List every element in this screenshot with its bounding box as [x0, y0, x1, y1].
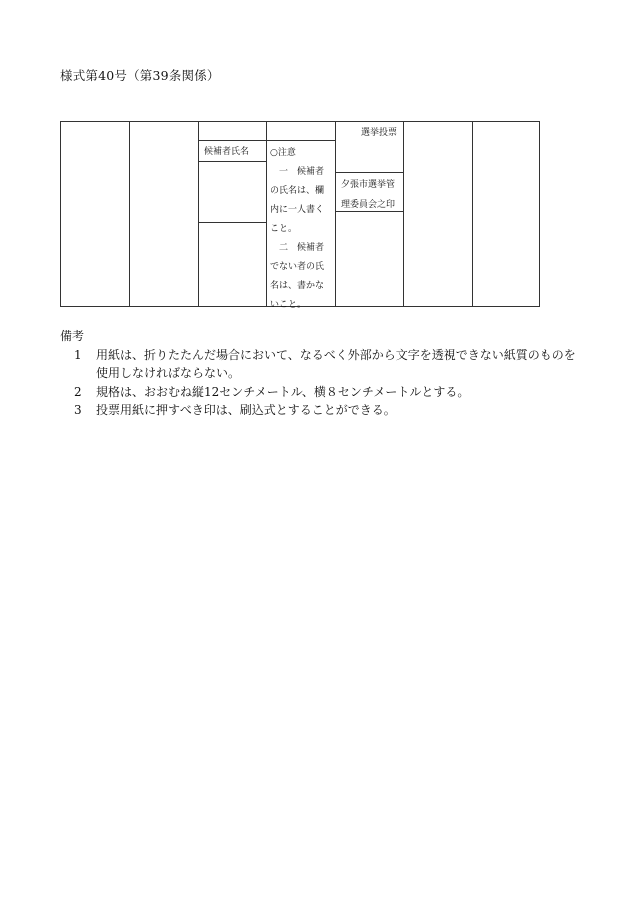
column-divider: [129, 122, 130, 306]
notes-line: 一 候補者: [270, 167, 325, 177]
notes-line: ○注意: [270, 148, 296, 158]
ballot-form-table: [60, 121, 540, 310]
notes-column: [266, 122, 335, 308]
remarks-item-number: 1: [74, 347, 82, 362]
vote-label: 選挙投票: [361, 128, 398, 138]
remarks-item-text: 規格は、おおむね縦12センチメートル、横８センチメートルとする。: [96, 384, 470, 399]
remarks-item: [60, 383, 580, 402]
row-divider: [198, 222, 266, 223]
remarks-section: [60, 327, 580, 420]
remarks-item: [60, 401, 580, 420]
election-column: [335, 122, 403, 308]
notes-line: 内に一人書く: [270, 205, 325, 215]
notes-line: こと。: [270, 224, 298, 234]
remarks-item-number: 2: [74, 384, 82, 399]
commission-seal-text: [341, 175, 395, 215]
notes-line: でない者の氏: [270, 262, 325, 272]
seal-line: 夕張市選挙管: [341, 180, 396, 190]
column-divider: [403, 122, 404, 306]
notes-line: 二 候補者: [270, 243, 325, 253]
notes-line: 名は、書かな: [270, 281, 325, 291]
notes-text: [270, 144, 332, 315]
remarks-item-text: 用紙は、折りたたんだ場合において、なるべく外部から文字を透視できない紙質のものを使用しなければならない。: [96, 347, 576, 380]
candidate-column: [198, 122, 266, 222]
seal-line: 理委員会之印: [341, 200, 396, 210]
remarks-item: [60, 346, 580, 383]
notes-line: いこと。: [270, 300, 307, 310]
remarks-item-text: 投票用紙に押すべき印は、刷込式とすることができる。: [96, 403, 396, 417]
notes-line: の氏名は、欄: [270, 186, 325, 196]
remarks-item-number: 3: [74, 403, 82, 417]
remarks-heading: 備考: [60, 329, 85, 343]
column-divider: [472, 122, 473, 306]
form-title: 様式第40号（第39条関係）: [60, 68, 220, 83]
candidate-name-label: 候補者氏名: [204, 147, 250, 157]
